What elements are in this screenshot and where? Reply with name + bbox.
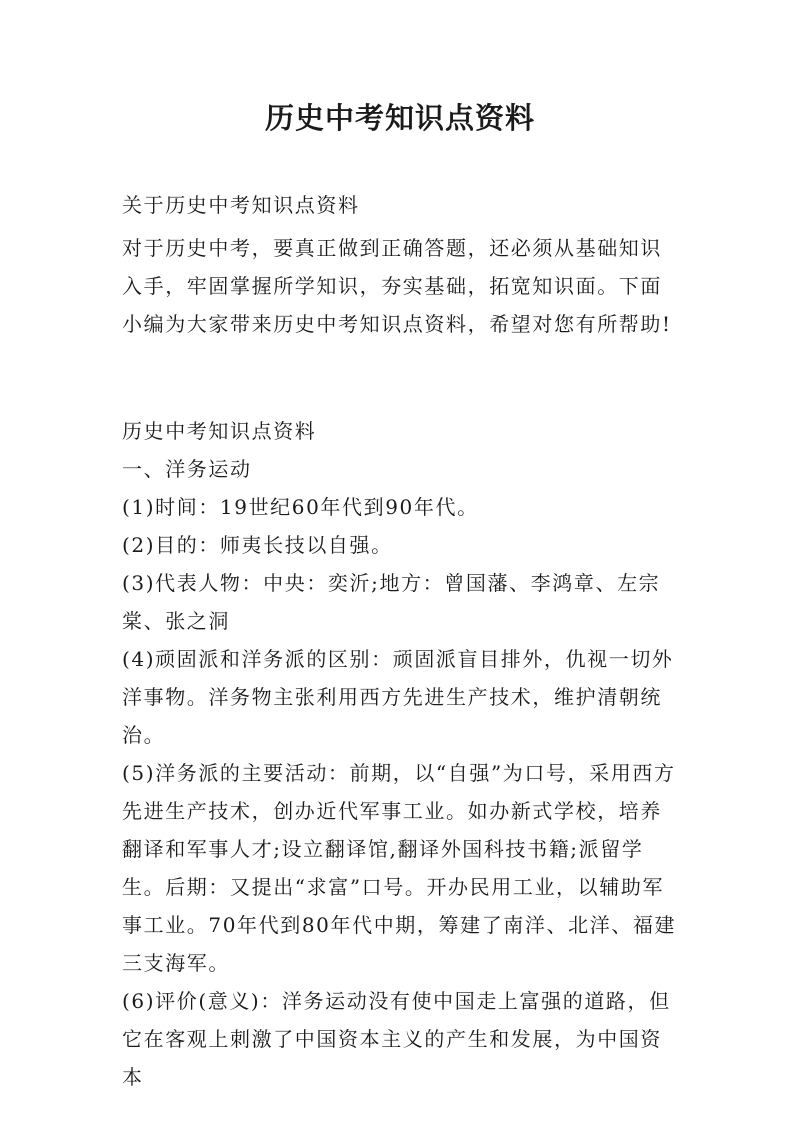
section-heading: 历史中考知识点资料: [122, 419, 317, 443]
intro-paragraph: [122, 229, 682, 343]
content-section: [122, 412, 682, 1096]
intro-text: 对于历史中考，要真正做到正确答题，还必须从基础知识入手，牢固掌握所学知识，夯实基础，拓宽知识面。下面小编为大家带来历史中考知识点资料，希望对您有所帮助!: [122, 236, 672, 336]
point-item: (1)时间：19世纪60年代到90年代。: [122, 495, 479, 519]
point-item: (2)目的：师夷长技以自强。: [122, 533, 393, 557]
document-subtitle: 关于历史中考知识点资料: [122, 193, 360, 217]
point-item: (5)洋务派的主要活动：前期，以“自强”为口号，采用西方先进生产技术，创办近代军事工业。如办新式学校，培养翻译和军事人才;设立翻译馆,翻译外国科技书籍;派留学生。后期：又提出“求富”口号。开办民用工业，以辅助军事工业。70年代到80年代中期，筹建了南洋、北洋、福建三支海军。: [122, 761, 677, 975]
topic-heading: 一、洋务运动: [122, 457, 252, 481]
point-item: (3)代表人物：中央：奕沂;地方：曾国藩、李鸿章、左宗棠、张之洞: [122, 571, 661, 633]
document-title: 历史中考知识点资料: [264, 101, 535, 135]
point-item: (4)顽固派和洋务派的区别：顽固派盲目排外，仇视一切外洋事物。洋务物主张利用西方先进生产技术，维护清朝统治。: [122, 647, 674, 747]
point-item: (6)评价(意义)：洋务运动没有使中国走上富强的道路，但它在客观上刺激了中国资本主义的产生和发展，为中国资本: [122, 989, 671, 1089]
